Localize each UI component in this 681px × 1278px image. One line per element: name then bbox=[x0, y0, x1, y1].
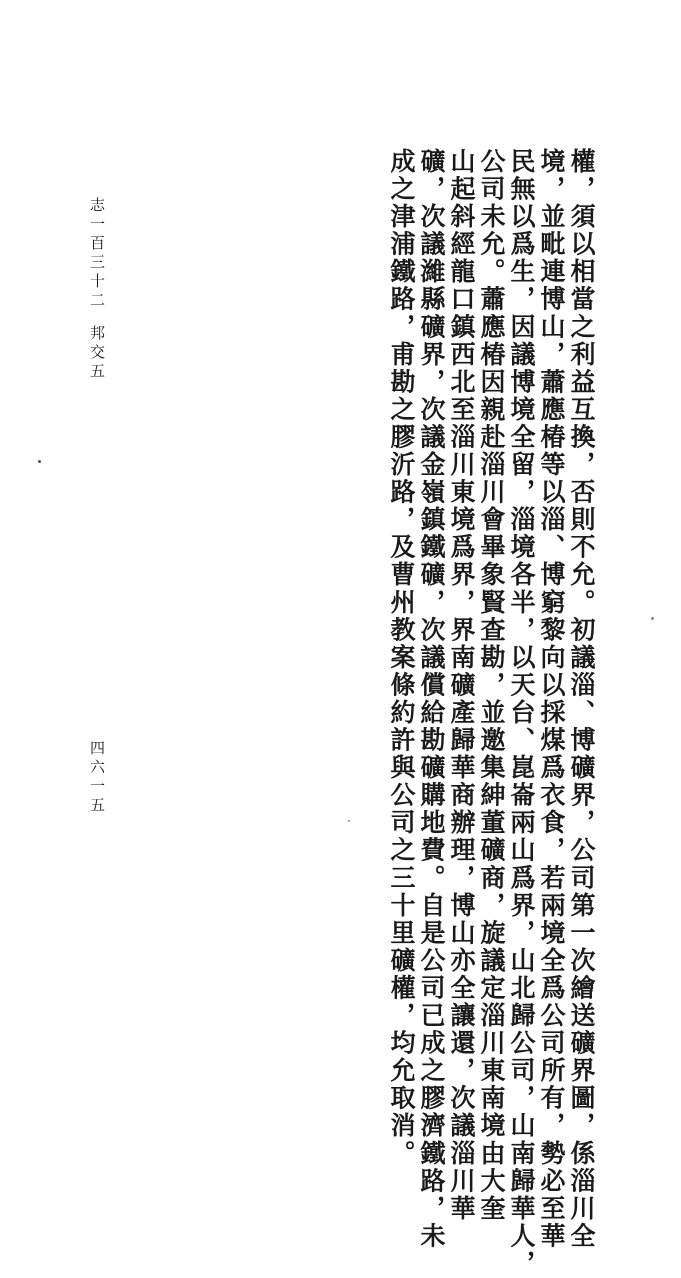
scan-speck bbox=[651, 617, 654, 620]
body-column-7: 成之津浦鐵路，甫勘之膠沂路，及曹州教案條約許與公司之三十里礦權，均允取消。 bbox=[387, 148, 416, 1168]
body-column-4: 公司未允。蕭應椿因親赴淄川會畢象賢查勘，並邀集紳董礦商，旋議定淄川東南境由大奎 bbox=[477, 148, 506, 1223]
scan-speck bbox=[348, 820, 350, 822]
body-column-1: 權，須以相當之利益互換，否則不允。初議淄、博礦界，公司第一次繪送礦界圖，係淄川全 bbox=[567, 148, 596, 1250]
running-header: 志一百三十二 bbox=[88, 197, 106, 311]
page-number: 四六一五 bbox=[88, 740, 106, 816]
scan-speck bbox=[38, 460, 41, 463]
body-column-5: 山起斜經龍口鎮西北至淄川東境爲界，界南礦產歸華商辦理，博山亦全讓還，次議淄川華 bbox=[447, 148, 476, 1223]
body-column-6: 礦，次議濰縣礦界，次議金嶺鎮鐵礦，次議償給勘礦購地費。自是公司已成之膠濟鐵路，未 bbox=[417, 148, 446, 1250]
body-column-2: 境，並毗連博山，蕭應椿等以淄、博窮黎向以採煤爲衣食，若兩境全爲公司所有，勢必至華 bbox=[537, 148, 566, 1250]
section-title: 邦交五 bbox=[88, 325, 106, 382]
body-column-3: 民無以爲生，因議博境全留，淄境各半，以天台、崑崙兩山爲界，山北歸公司，山南歸華人， bbox=[507, 148, 536, 1278]
